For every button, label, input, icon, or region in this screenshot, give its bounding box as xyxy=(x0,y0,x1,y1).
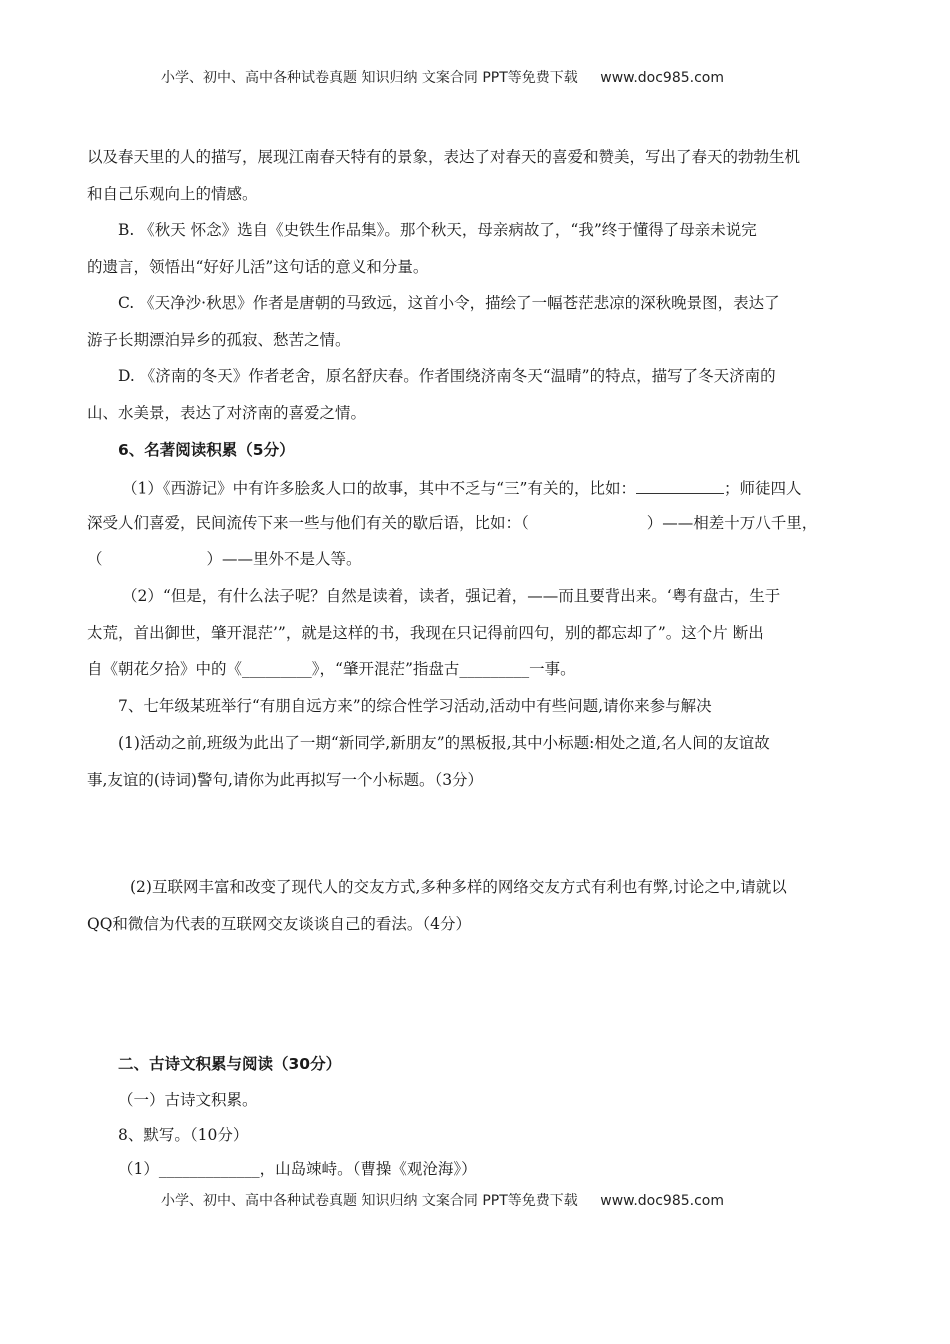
q7-title xyxy=(118,697,712,716)
q7-p2-line1: (2)互联网丰富和改变了现代人的交友方式,多种多样的网络交友方式有利也有弊,讨论之中,请就以 xyxy=(130,878,787,896)
section2-title: 二、古诗文积累与阅读（30分） xyxy=(118,1055,342,1073)
q6-p1-line1-text-a: （1）《西游记》中有许多脍炙人口的故事，其中不乏与“三”有关的，比如： xyxy=(122,479,636,498)
q7-p1-line2: 事,友谊的(诗词)警句,请你为此再拟写一个小标题。（3分） xyxy=(87,771,484,789)
q7-p2-line2: QQ和微信为代表的互联网交友谈谈自己的看法。（4分） xyxy=(87,915,472,933)
section2-sub1: （一）古诗文积累。 xyxy=(118,1091,258,1109)
q8-p1 xyxy=(118,1160,477,1179)
q8-answer-blank-1[interactable]: _____________ xyxy=(158,1160,260,1178)
q6-p2-line2: 太荒，首出御世，肇开混茫’”，就是这样的书，我现在只记得前四句，别的都忘却了”。这个片 断出 xyxy=(87,624,764,642)
q6-answer-blank-1[interactable] xyxy=(636,477,724,494)
q6-p2-line3-text-c: 一事。 xyxy=(529,660,576,678)
q6-p1-line1 xyxy=(122,477,801,498)
option-c-line1: C. 《天净沙·秋思》作者是唐朝的马致远，这首小令，描绘了一幅苍茫悲凉的深秋晚景图，表达了 xyxy=(118,294,780,312)
q8-p1-text-a: （1） xyxy=(118,1160,159,1178)
q6-p1-line2-text-a: 深受人们喜爱，民间流传下来一些与他们有关的歇后语，比如：（ xyxy=(87,514,529,532)
q6-answer-blank-4[interactable]: _________ xyxy=(242,660,312,678)
q7-p1-line1: (1)活动之前,班级为此出了一期“新同学,新朋友”的黑板报,其中小标题:相处之道,名人间的友谊故 xyxy=(118,734,770,752)
option-d-line2: 山、水美景，表达了对济南的喜爱之情。 xyxy=(87,404,367,422)
q6-p1-line3 xyxy=(87,550,362,569)
q6-p2-line3 xyxy=(87,660,576,679)
option-a-line2: 和自己乐观向上的情感。 xyxy=(87,185,258,203)
q7-title-text: 7、七年级某班举行“有朋自远方来”的综合性学习活动,活动中有些问题,请你来参与解决 xyxy=(118,697,712,715)
option-b-line1: B. 《秋天 怀念》选自《史铁生作品集》。那个秋天，母亲病故了，“我”终于懂得了母亲未说完 xyxy=(118,221,757,239)
q6-title: 6、名著阅读积累（5分） xyxy=(118,441,295,459)
footer-text: 小学、初中、高中各种试卷真题 知识归纳 文案合同 PPT等免费下载 xyxy=(161,1193,578,1209)
q6-p1-line2 xyxy=(87,514,817,533)
q6-p1-line3-text-b: ）——里外不是人等。 xyxy=(206,550,362,568)
q6-p2-line3-text-a: 自《朝花夕拾》中的《 xyxy=(87,660,243,678)
q6-p2-line3-text-b: 》，“肇开混茫”指盘古 xyxy=(311,660,460,678)
option-c-line2: 游子长期漂泊异乡的孤寂、愁苦之情。 xyxy=(87,331,351,349)
q8-title: 8、默写。（10分） xyxy=(118,1126,249,1144)
q8-p1-text-b: ，山岛竦峙。（曹操《观沧海》） xyxy=(259,1160,477,1178)
page-footer xyxy=(161,1193,724,1210)
page-header xyxy=(161,70,724,87)
option-b-line2: 的遗言，领悟出“好好儿活”这句话的意义和分量。 xyxy=(87,258,429,276)
q6-p1-line3-text-a: （ xyxy=(87,550,103,568)
q6-p1-line2-text-b: ）——相差十万八千里， xyxy=(646,514,818,532)
q6-p1-line1-text-b: ；师徒四人 xyxy=(723,479,802,498)
header-text: 小学、初中、高中各种试卷真题 知识归纳 文案合同 PPT等免费下载 xyxy=(161,70,578,86)
option-a-line1: 以及春天里的人的描写，展现江南春天特有的景象，表达了对春天的喜爱和赞美，写出了春天的勃勃生机 xyxy=(87,148,801,166)
option-d-line1: D. 《济南的冬天》作者老舍，原名舒庆春。作者围绕济南冬天“温晴”的特点，描写了冬天济南的 xyxy=(118,367,776,385)
q6-answer-blank-5[interactable]: _________ xyxy=(459,660,530,678)
header-url: www.doc985.com xyxy=(600,70,724,86)
q6-p2-line1: （2）“但是，有什么法子呢？自然是读着，读者，强记着，——而且要背出来。‘粤有盘古，生于 xyxy=(122,587,781,605)
footer-url: www.doc985.com xyxy=(600,1193,724,1209)
